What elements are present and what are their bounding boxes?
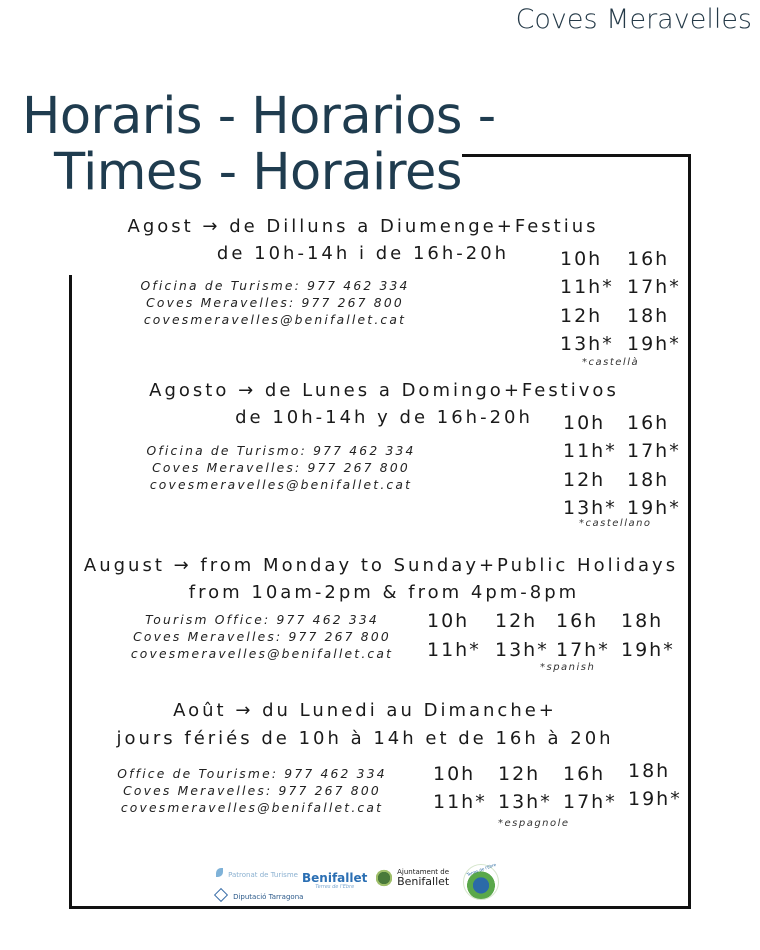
time-slot: 11h*: [560, 276, 614, 298]
email-link[interactable]: covesmeravelles@benifallet.cat: [130, 647, 394, 661]
time-slot: 16h: [556, 610, 599, 632]
page-title-line-2: Times - Horaires: [54, 143, 462, 202]
logo-benifallet-brand: [302, 872, 367, 890]
time-slot: 16h: [627, 412, 670, 434]
time-slot: 19h*: [621, 639, 675, 661]
ajuntament-label: Ajuntament de: [397, 867, 450, 876]
caves-phone: Coves Meravelles: 977 267 800: [146, 296, 404, 310]
time-slot: 18h: [627, 469, 670, 491]
time-slot: 13h*: [563, 497, 617, 519]
patronat-label: Patronat de Turisme: [228, 871, 298, 879]
frame-left-border: [69, 275, 72, 909]
page-title-line-1: Horaris - Horarios -: [22, 87, 496, 146]
patronat-leaf-icon: [216, 868, 223, 877]
time-slot: 19h*: [627, 333, 681, 355]
diputacio-shield-icon: [214, 887, 228, 901]
section-heading: Août → du Lunedi au Dimanche+: [173, 700, 557, 721]
frame-right-border: [688, 154, 691, 909]
contact-block: [117, 766, 386, 817]
email-link[interactable]: covesmeravelles@benifallet.cat: [143, 313, 407, 327]
email-link[interactable]: covesmeravelles@benifallet.cat: [120, 801, 384, 815]
time-slot: 11h*: [563, 440, 617, 462]
language-note: *castellano: [579, 518, 652, 529]
time-slot: 11h*: [433, 791, 487, 813]
time-slot: 11h*: [427, 639, 481, 661]
frame-bottom-border: [69, 906, 691, 909]
time-slot: 18h: [621, 610, 664, 632]
logo-diputacio-tarragona: [216, 884, 303, 903]
tourism-office-phone: Office de Tourisme: 977 462 334: [117, 767, 387, 781]
time-slot: 13h*: [495, 639, 549, 661]
email-link[interactable]: covesmeravelles@benifallet.cat: [149, 478, 413, 492]
time-slot: 10h: [563, 412, 606, 434]
time-slot: 17h*: [556, 639, 610, 661]
time-slot: 18h: [628, 760, 671, 782]
diputacio-label: Diputació Tarragona: [233, 893, 304, 901]
time-slot: 13h*: [498, 791, 552, 813]
benifallet-brand-sub: Terres de l'Ebre: [315, 884, 355, 890]
section-heading: Agosto → de Lunes a Domingo+Festivos: [149, 380, 619, 401]
time-slot: 17h*: [627, 440, 681, 462]
frame-top-border: [462, 154, 691, 157]
section-heading: August → from Monday to Sunday+Public Holidays: [83, 555, 679, 576]
time-slot: 12h: [498, 763, 541, 785]
time-slot: 19h*: [627, 497, 681, 519]
benifallet-brand-label: Benifallet: [302, 871, 368, 885]
time-slot: 17h*: [627, 276, 681, 298]
time-slot: 17h*: [563, 791, 617, 813]
section-hours: de 10h-14h i de 16h-20h: [216, 243, 510, 264]
language-note: *espagnole: [498, 818, 570, 829]
language-note: *castellà: [582, 357, 640, 368]
logo-patronat-turisme: [216, 862, 298, 881]
time-slot: 16h: [627, 248, 670, 270]
sponsor-logos: [210, 860, 510, 902]
section-hours: from 10am-2pm & from 4pm-8pm: [188, 582, 580, 603]
logo-terres-ebre: [463, 861, 499, 900]
time-slot: 10h: [560, 248, 603, 270]
tourism-office-phone: Tourism Office: 977 462 334: [145, 613, 379, 627]
contact-block: [146, 443, 415, 494]
contact-block: [131, 612, 393, 663]
time-slot: 12h: [563, 469, 606, 491]
ajuntament-crest-icon: [376, 867, 392, 887]
brand-name: Coves Meravelles: [515, 4, 752, 35]
section-hours: de 10h-14h y de 16h-20h: [235, 407, 533, 428]
time-slot: 12h: [495, 610, 538, 632]
caves-phone: Coves Meravelles: 977 267 800: [123, 784, 381, 798]
tourism-office-phone: Oficina de Turismo: 977 462 334: [146, 444, 416, 458]
time-slot: 19h*: [628, 788, 682, 810]
logo-ajuntament-benifallet: [376, 866, 449, 887]
tourism-office-phone: Oficina de Turisme: 977 462 334: [140, 279, 410, 293]
time-slot: 10h: [427, 610, 470, 632]
contact-block: [140, 278, 409, 329]
time-slot: 16h: [563, 763, 606, 785]
ajuntament-town: Benifallet: [397, 874, 450, 888]
section-hours: jours fériés de 10h à 14h et de 16h à 20h: [116, 728, 614, 749]
language-note: *spanish: [540, 662, 596, 673]
time-slot: 18h: [627, 305, 670, 327]
time-slot: 12h: [560, 305, 603, 327]
terres-ebre-label: Terres de l'Ebre: [466, 861, 497, 878]
time-slot: 10h: [433, 763, 476, 785]
caves-phone: Coves Meravelles: 977 267 800: [133, 630, 391, 644]
caves-phone: Coves Meravelles: 977 267 800: [152, 461, 410, 475]
section-heading: Agost → de Dilluns a Diumenge+Festius: [127, 216, 599, 237]
time-slot: 13h*: [560, 333, 614, 355]
